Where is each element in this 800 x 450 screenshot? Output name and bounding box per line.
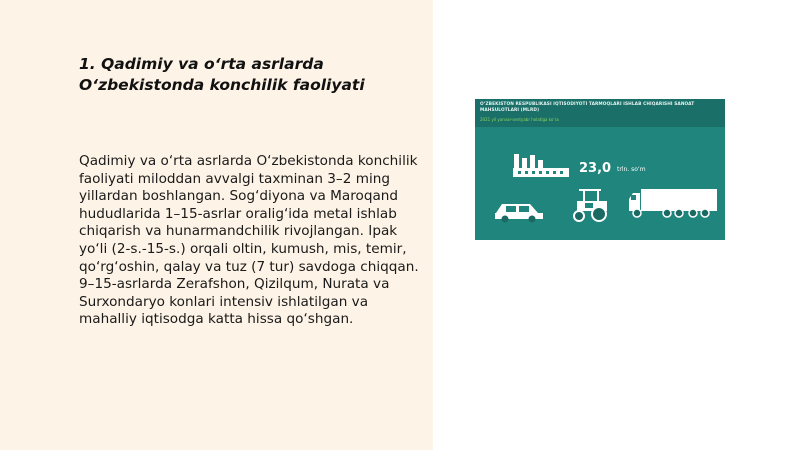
tractor-icon: [569, 187, 613, 223]
infographic-title: O‘ZBEKISTON RESPUBLIKASI IQTISODIYOTI TARMOQLARI ISHLAB CHIQARISHI SANOAT MAHSULOTLARI (MLRD): [480, 102, 695, 113]
infographic-value: 23,0: [579, 161, 612, 176]
body-text: Qadimiy va o‘rta asrlarda O‘zbekistonda konchilik faoliyati miloddan avvalgi taxminan 3–2 ming yillardan boshlangan. Sog‘diyona va Maroqand hududlarida 1–15-asrlar oralig‘ida metal ishlab chiqarish va hunarmandchilik rivojlangan. Ipak yo‘li (2-s.-15-s.) orqali oltin, kumush, mis, temir, qo‘rg‘oshin, qalay va tuz (7 tur) savdoga chiqqan. 9–15-asrlarda Zerafshon, Qizilqum, Nurata va Surxondaryo konlari intensiv ishlatilgan va mahalliy iqtisodga katta hissa qo‘shgan.: [79, 153, 419, 328]
infographic-unit: trln. so‘m: [617, 166, 646, 173]
slide-title: 1. Qadimiy va o‘rta asrlarda O‘zbekistonda konchilik faoliyati: [79, 55, 365, 94]
infographic-subtitle: 2021 yil yanvar-sentyabr holatiga ko‘ra: [480, 117, 559, 122]
car-icon: [493, 197, 545, 223]
factory-icon: [511, 152, 571, 182]
truck-icon: [627, 187, 719, 223]
infographic-image: [475, 99, 725, 240]
